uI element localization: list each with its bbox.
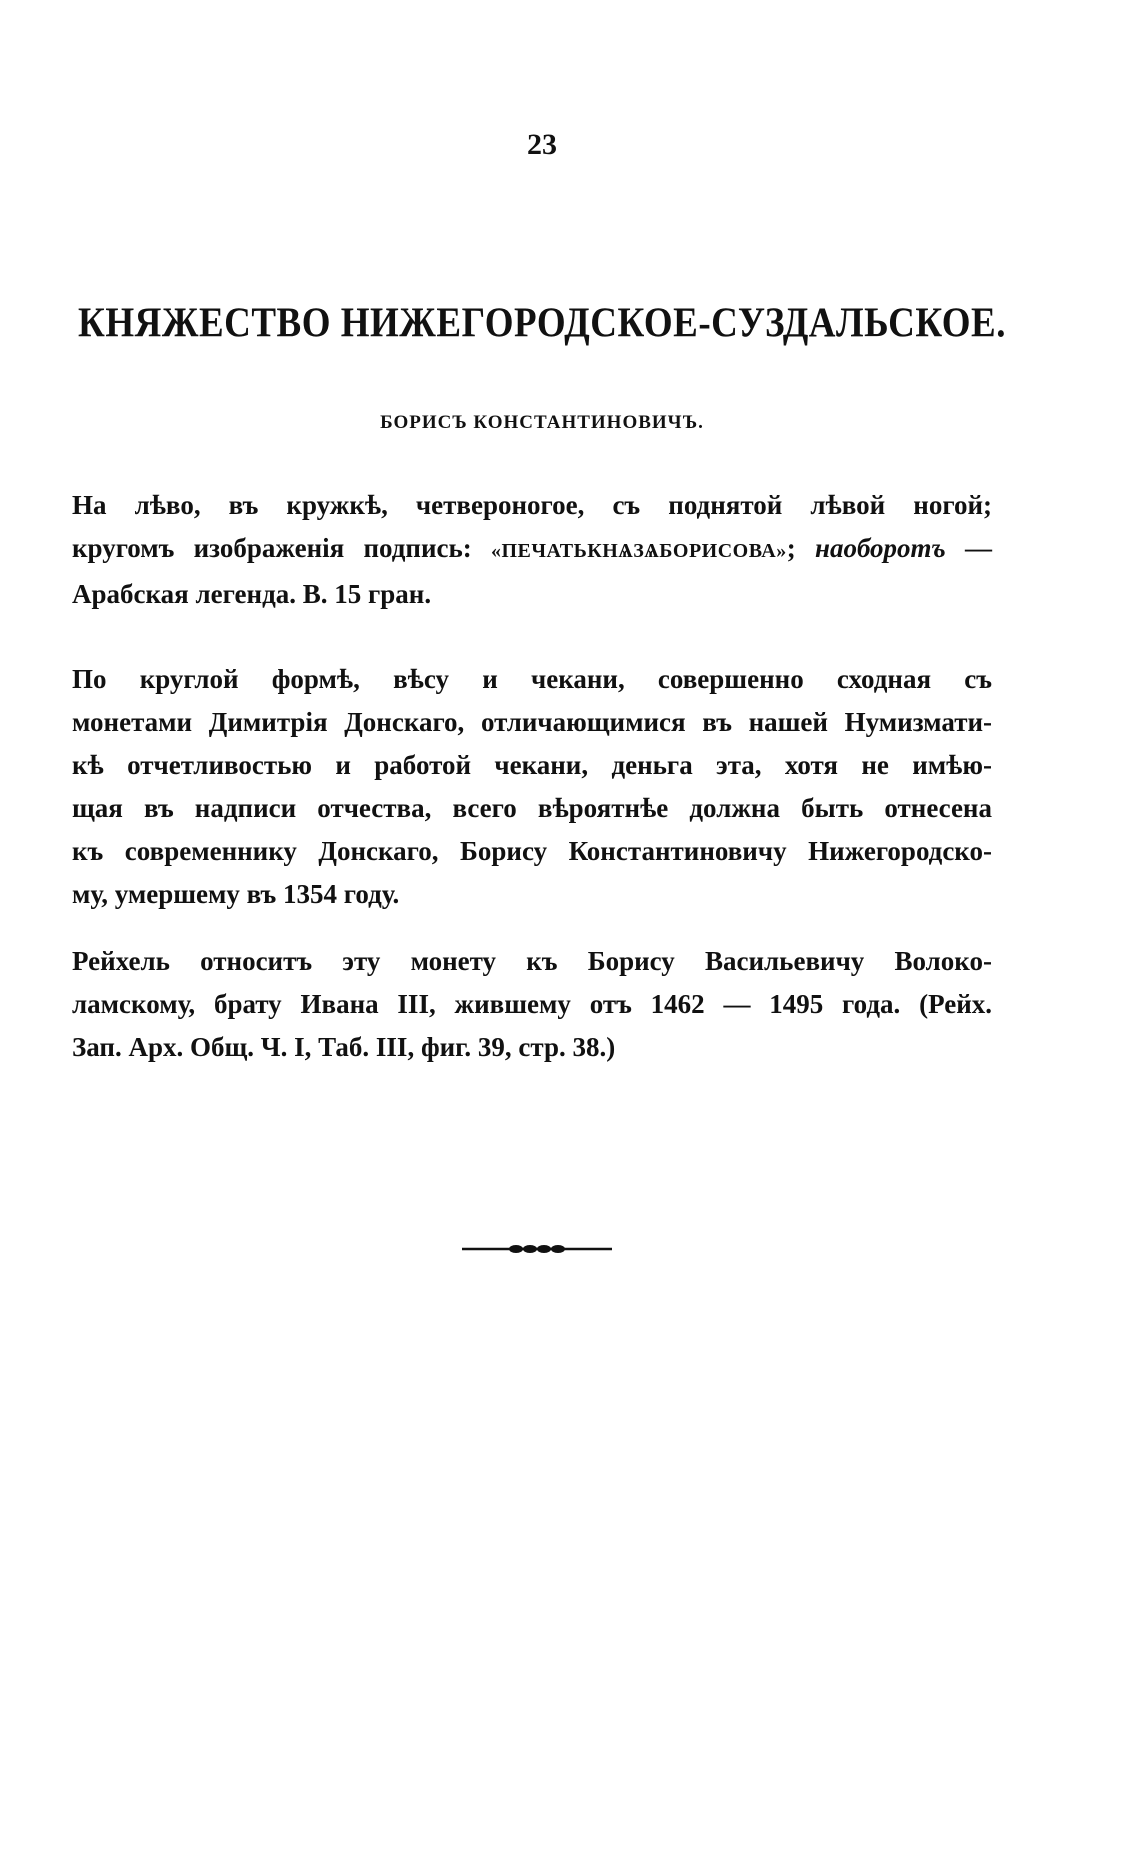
paragraph-line: Рейхель относитъ эту монету къ Борису Васильевичу Волоко-: [72, 946, 992, 976]
paragraph-coin-description: [72, 484, 992, 616]
text-run: кругомъ изображенія подпись:: [72, 533, 491, 563]
paragraph-line: Зап. Арх. Общ. Ч. I, Таб. III, фиг. 39, стр. 38.): [72, 1032, 616, 1062]
section-title: БОРИСЪ КОНСТАНТИНОВИЧЪ.: [380, 412, 704, 433]
paragraph-line: [72, 527, 992, 573]
paragraph-attribution: [72, 658, 992, 916]
paragraph-line: По круглой формѣ, вѣсу и чекани, совершенно сходная съ: [72, 664, 992, 694]
paragraph-line: му, умершему въ 1354 году.: [72, 879, 400, 909]
paragraph-reichel-note: [72, 940, 992, 1069]
paragraph-line: кѣ отчетливостью и работой чекани, деньга эта, хотя не имѣю-: [72, 750, 992, 780]
paragraph-line: Арабская легенда. В. 15 гран.: [72, 579, 432, 609]
page-number: 23: [527, 128, 557, 161]
paragraph-line: щая въ надписи отчества, всего вѣроятнѣе должна быть отнесена: [72, 793, 992, 823]
chapter-title: КНЯЖЕСТВО НИЖЕГОРОДСКОЕ-СУЗДАЛЬСКОЕ.: [78, 299, 1006, 348]
paragraph-line: монетами Димитрія Донскаго, отличающимися въ нашей Нумизмати-: [72, 707, 992, 737]
ornament-divider: [462, 1243, 612, 1255]
paragraph-line: На лѣво, въ кружкѣ, четвероногое, съ поднятой лѣвой ногой;: [72, 490, 992, 520]
italic-term: наоборотъ: [814, 533, 946, 563]
paragraph-line: ламскому, брату Ивана III, жившему отъ 1462 — 1495 года. (Рейх.: [72, 989, 992, 1019]
coin-legend: «ПЕЧАТЬКНѦЗѦБОРИСОВА»: [490, 540, 787, 562]
text-run: ;: [786, 533, 815, 563]
paragraph-line: къ современнику Донскаго, Борису Константиновичу Нижегородско-: [72, 836, 992, 866]
text-run: —: [945, 533, 992, 563]
